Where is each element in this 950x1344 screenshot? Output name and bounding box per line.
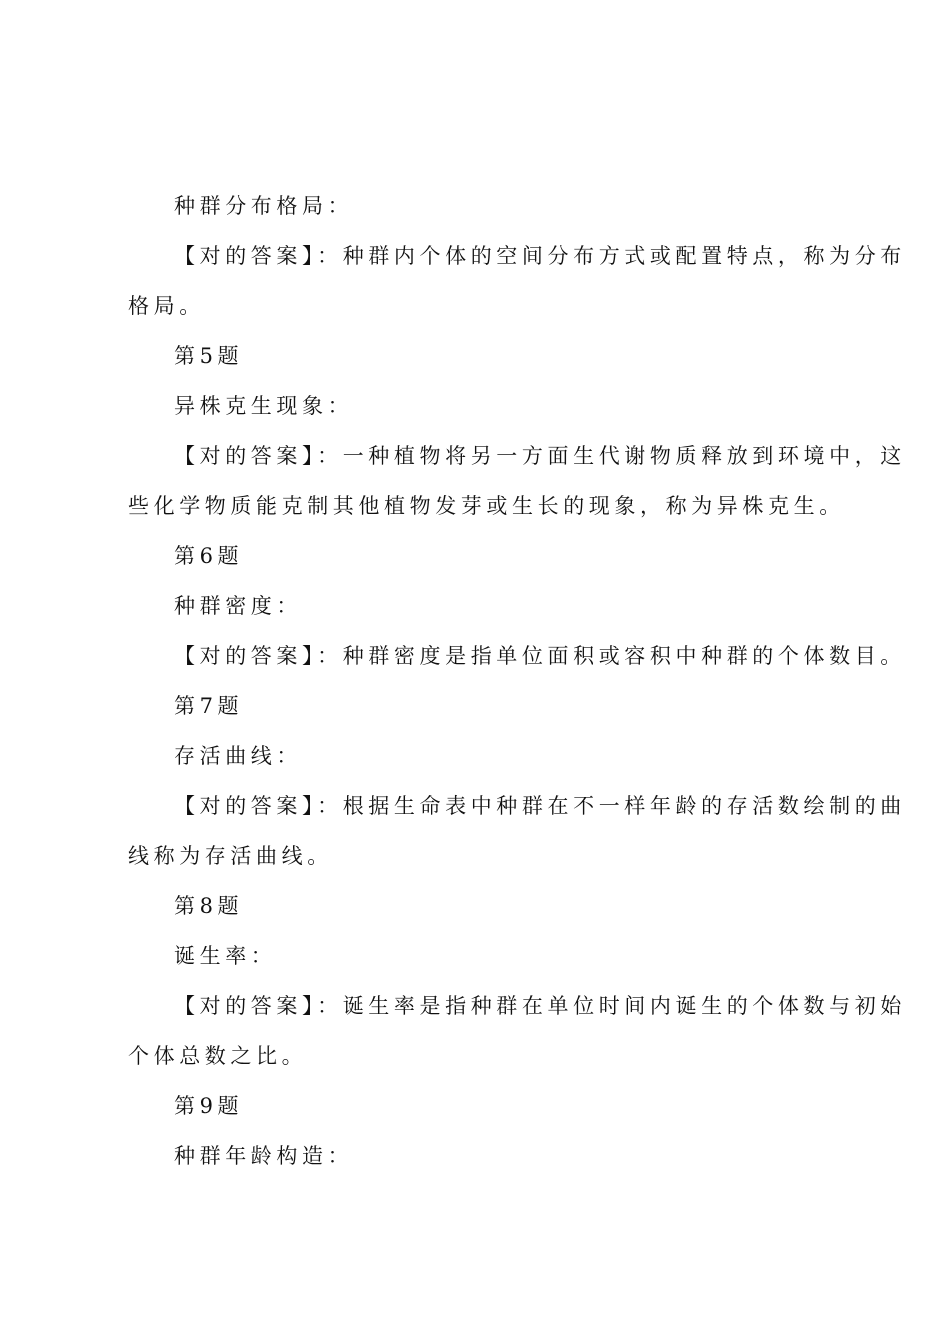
answer-text: 【对的答案】：一种植物将另一方面生代谢物质释放到环境中，这 <box>174 444 906 468</box>
term-heading: 诞生率： <box>174 944 277 968</box>
term-heading: 种群分布格局： <box>174 194 354 218</box>
question-number: 第6题 <box>174 544 244 568</box>
answer-text-continuation: 个体总数之比。 <box>128 1044 308 1068</box>
answer-text: 【对的答案】：根据生命表中种群在不一样年龄的存活数绘制的曲 <box>174 794 906 818</box>
answer-text: 【对的答案】：诞生率是指种群在单位时间内诞生的个体数与初始 <box>174 994 906 1018</box>
question-number: 第5题 <box>174 344 244 368</box>
answer-text: 【对的答案】：种群密度是指单位面积或容积中种群的个体数目。 <box>174 644 906 668</box>
question-number: 第9题 <box>174 1094 244 1118</box>
answer-text-continuation: 些化学物质能克制其他植物发芽或生长的现象，称为异株克生。 <box>128 494 845 518</box>
term-heading: 种群密度： <box>174 594 302 618</box>
question-number: 第7题 <box>174 694 244 718</box>
term-heading: 存活曲线： <box>174 744 302 768</box>
term-heading: 异株克生现象： <box>174 394 354 418</box>
answer-text-continuation: 格局。 <box>128 294 205 318</box>
answer-text: 【对的答案】：种群内个体的空间分布方式或配置特点，称为分布 <box>174 244 906 268</box>
question-number: 第8题 <box>174 894 244 918</box>
term-heading: 种群年龄构造： <box>174 1144 354 1168</box>
answer-text-continuation: 线称为存活曲线。 <box>128 844 333 868</box>
